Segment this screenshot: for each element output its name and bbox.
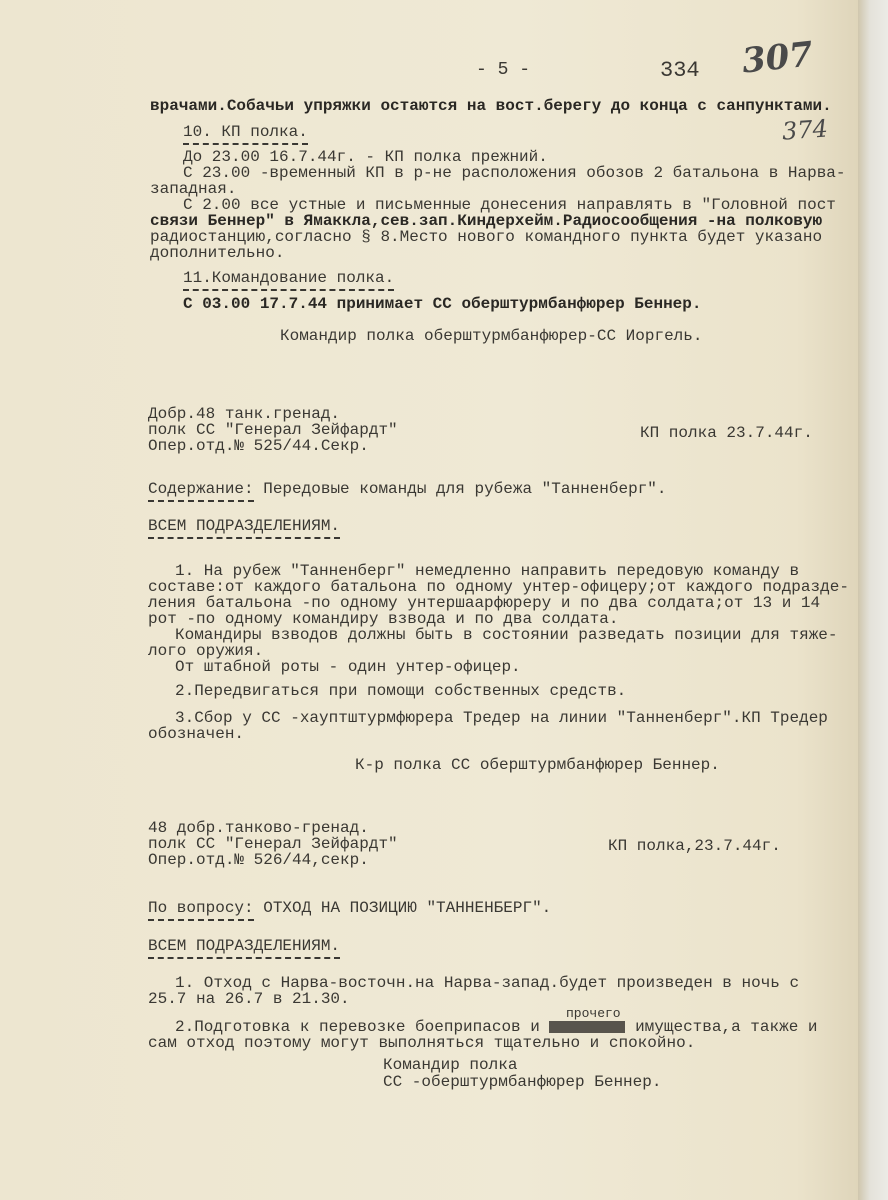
- order-place-date: КП полка 23.7.44г.: [640, 424, 813, 442]
- handwritten-number: 374: [781, 114, 829, 146]
- text-line: С 23.00 -временный КП в р-не расположения обозов 2 батальона в Нарва-: [183, 164, 846, 182]
- text-line: лого оружия.: [148, 642, 264, 660]
- text-line: врачами.Собачьи упряжки остаются на вост.берегу до конца с санпунктами.: [150, 97, 832, 115]
- text-line: радиостанцию,согласно § 8.Место нового командного пункта будет указано: [150, 228, 823, 246]
- subject-text: ОТХОД НА ПОЗИЦИЮ "ТАННЕНБЕРГ".: [253, 899, 552, 917]
- text-line: От штабной роты - один унтер-офицер.: [175, 658, 521, 676]
- text-line: 25.7 на 26.7 в 21.30.: [148, 990, 350, 1008]
- order-header-line: Добр.48 танк.гренад.: [148, 405, 341, 423]
- order-header-line: 48 добр.танково-гренад.: [148, 819, 369, 837]
- archive-number: 334: [660, 58, 700, 83]
- signature-line: Командир полка оберштурмбанфюрер-СС Иоргель.: [280, 327, 703, 345]
- text-line: 2.Подготовка к перевозке боеприпасов и: [175, 1018, 550, 1036]
- subject-label: Содержание:: [148, 480, 254, 502]
- addressee: ВСЕМ ПОДРАЗДЕЛЕНИЯМ.: [148, 937, 340, 959]
- text-line: С 03.00 17.7.44 принимает СС оберштурмбанфюрер Беннер.: [183, 295, 702, 313]
- order-header-line: Опер.отд.№ 526/44,секр.: [148, 851, 369, 869]
- text-line: связи Беннер" в Ямаккла,сев.зап.Киндерхейм.Радиосообщения -на полковую: [150, 212, 823, 230]
- section-heading: 10. КП полка.: [183, 123, 308, 145]
- text-line: 2.Передвигаться при помощи собственных средств.: [175, 682, 627, 700]
- signature-line: СС -оберштурмбанфюрер Беннер.: [383, 1073, 662, 1091]
- page-number: - 5 -: [476, 60, 531, 80]
- subject-label: По вопросу:: [148, 899, 254, 921]
- text-line: 1. Отход с Нарва-восточн.на Нарва-запад.будет произведен в ночь с: [175, 974, 800, 992]
- text-line: западная.: [150, 180, 237, 198]
- page-edge: [858, 0, 888, 1200]
- text-line: 3.Сбор у СС -хауптштурмфюрера Тредер на линии "Танненберг".КП Тредер: [175, 709, 828, 727]
- order-header-line: полк СС "Генерал Зейфардт": [148, 835, 398, 853]
- text-line: ления батальона -по одному унтершаарфюреру и по два солдата;от 13 и 14: [148, 594, 821, 612]
- text-line: составе:от каждого батальона по одному унтер-офицеру;от каждого подразде-: [148, 578, 849, 596]
- text-line: сам отход поэтому могут выполняться тщательно и спокойно.: [148, 1034, 696, 1052]
- text-line: дополнительно.: [150, 244, 285, 262]
- signature-line: Командир полка: [383, 1056, 518, 1074]
- typed-correction: прочего: [566, 1006, 621, 1021]
- text-line: обозначен.: [148, 725, 245, 743]
- text-line: 1. На рубеж "Танненберг" немедленно направить передовую команду в: [175, 562, 800, 580]
- text-line: рот -по одному командиру взвода и по два солдата.: [148, 610, 619, 628]
- text-line: имущества,а также и: [625, 1018, 818, 1036]
- order-header-line: Опер.отд.№ 525/44.Секр.: [148, 437, 369, 455]
- subject-text: Передовые команды для рубежа "Танненберг".: [253, 480, 667, 498]
- handwritten-number: 307: [740, 34, 815, 82]
- struck-out-word: [549, 1021, 625, 1033]
- text-line: Командиры взводов должны быть в состоянии разведать позиции для тяже-: [175, 626, 838, 644]
- text-line: С 2.00 все устные и письменные донесения направлять в "Головной пост: [183, 196, 836, 214]
- addressee: ВСЕМ ПОДРАЗДЕЛЕНИЯМ.: [148, 517, 340, 539]
- text-line: До 23.00 16.7.44г. - КП полка прежний.: [183, 148, 548, 166]
- section-heading: 11.Командование полка.: [183, 269, 394, 291]
- order-header-line: полк СС "Генерал Зейфардт": [148, 421, 398, 439]
- signature-line: К-р полка СС оберштурмбанфюрер Беннер.: [355, 756, 720, 774]
- order-place-date: КП полка,23.7.44г.: [608, 837, 781, 855]
